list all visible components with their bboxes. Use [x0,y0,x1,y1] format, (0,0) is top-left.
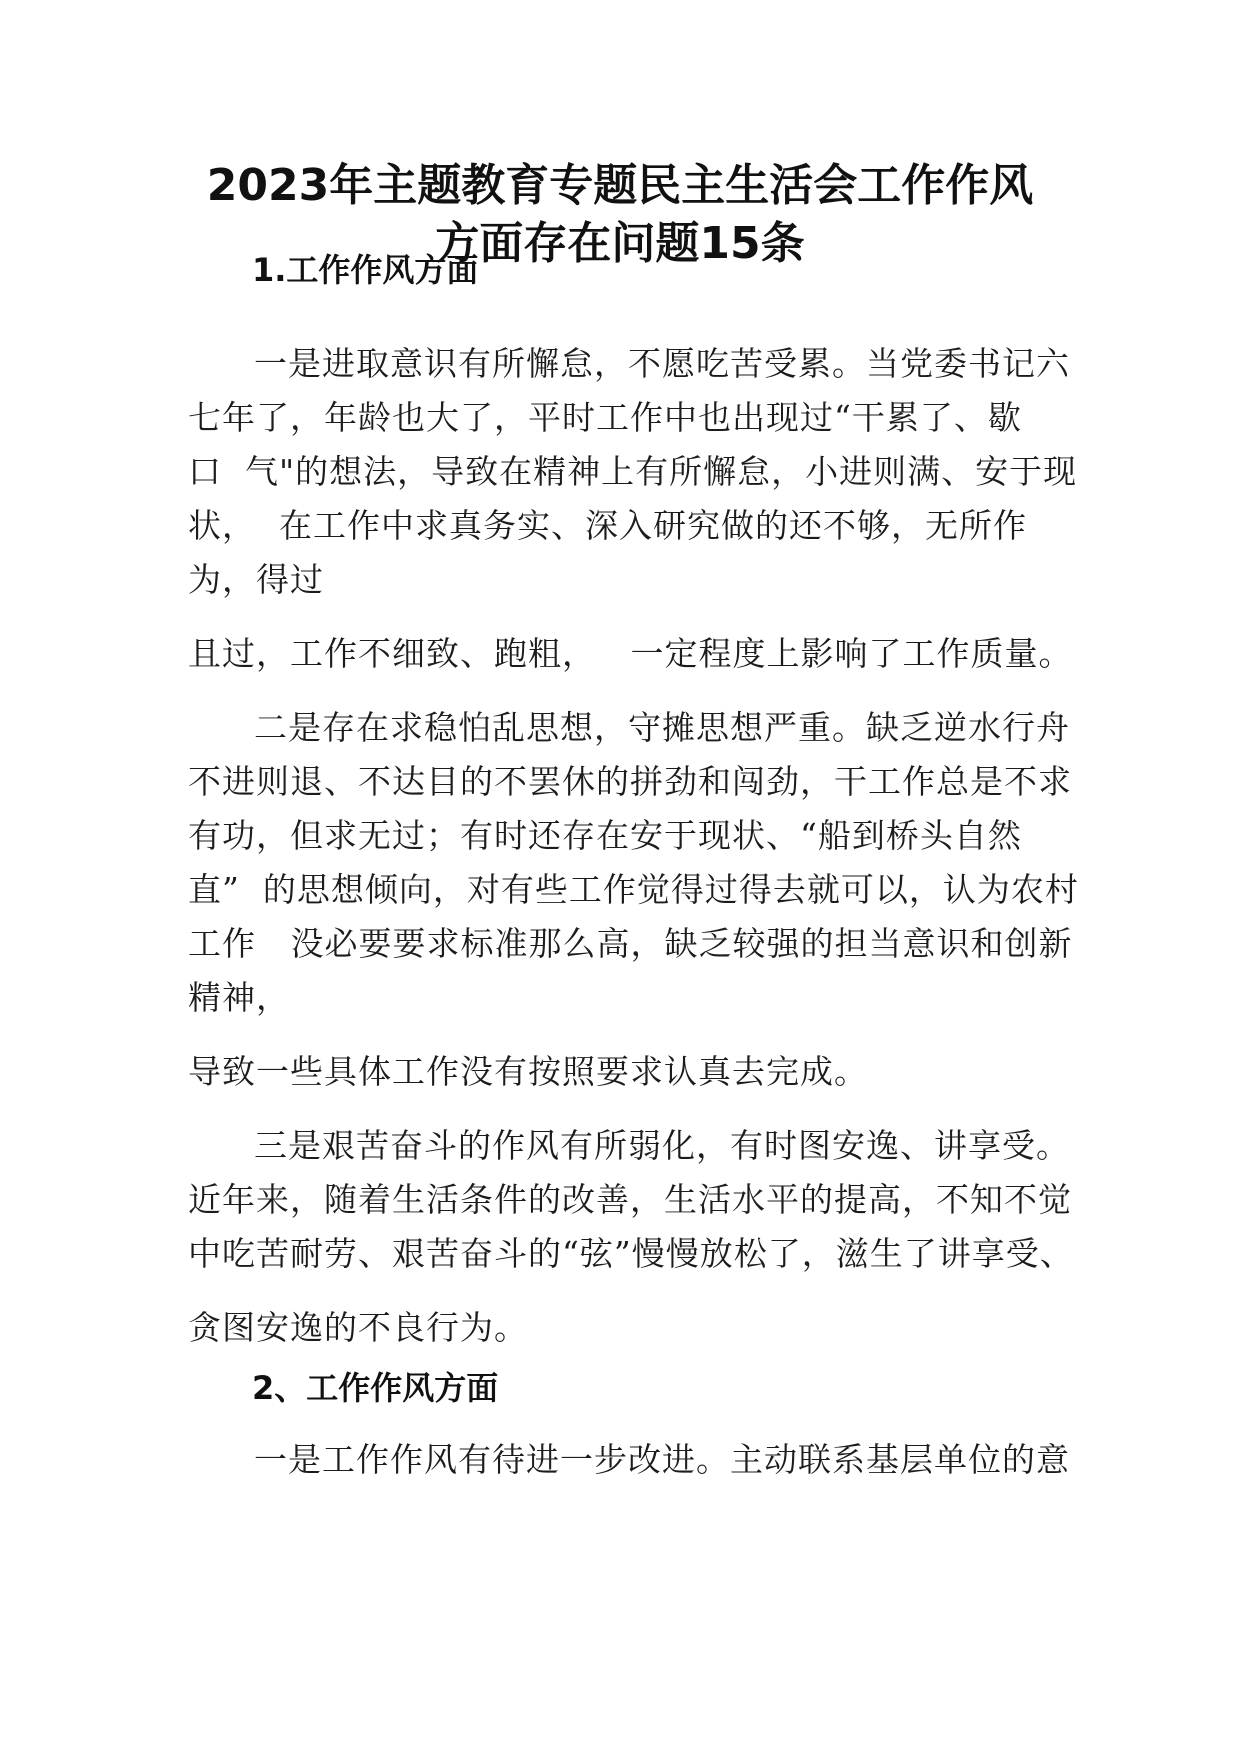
paragraph-line: 一是进取意识有所懈怠，不愿吃苦受累。当党委书记六 [254,344,1070,383]
paragraph-line: 为，得过 [188,560,324,599]
paragraph-line: 不进则退、不达目的不罢休的拼劲和闯劲，干工作总是不求 [188,762,1072,801]
paragraph-line: 且过，工作不细致、跑粗， 一定程度上影响了工作质量。 [188,634,1073,673]
paragraph-line: 近年来，随着生活条件的改善，生活水平的提高，不知不觉 [188,1180,1072,1219]
paragraph-line: 三是艰苦奋斗的作风有所弱化，有时图安逸、讲享受。 [254,1126,1070,1165]
paragraph-line: 二是存在求稳怕乱思想，守摊思想严重。缺乏逆水行舟 [254,708,1070,747]
paragraph-line: 贪图安逸的不良行为。 [188,1308,528,1347]
section-heading-2: 2、工作作风方面 [252,1369,499,1407]
paragraph-line: 有功，但求无过；有时还存在安于现状、“船到桥头自然 [188,816,1022,855]
section-heading-1: 1.工作作风方面 [252,251,479,289]
document-title-line-2: 方面存在问题15条 [435,218,805,269]
paragraph-line: 直” 的思想倾向，对有些工作觉得过得去就可以，认为农村 [188,870,1079,909]
document-title-line-1: 2023年主题教育专题民主生活会工作作风 [206,160,1034,211]
paragraph-line: 中吃苦耐劳、艰苦奋斗的“弦”慢慢放松了，滋生了讲享受、 [188,1234,1074,1273]
paragraph-line: 七年了，年龄也大了，平时工作中也出现过“干累了、歇 [188,398,1022,437]
paragraph-line: 工作 没必要要求标准那么高，缺乏较强的担当意识和创新 [188,924,1073,963]
paragraph-line: 状， 在工作中求真务实、深入研究做的还不够，无所作 [188,506,1027,545]
paragraph-line: 精神， [188,978,290,1017]
paragraph-line: 口 气"的想法，导致在精神上有所懈怠，小进则满、安于现 [188,452,1078,491]
paragraph-line: 一是工作作风有待进一步改进。主动联系基层单位的意 [254,1440,1070,1479]
paragraph-line: 导致一些具体工作没有按照要求认真去完成。 [188,1052,868,1091]
